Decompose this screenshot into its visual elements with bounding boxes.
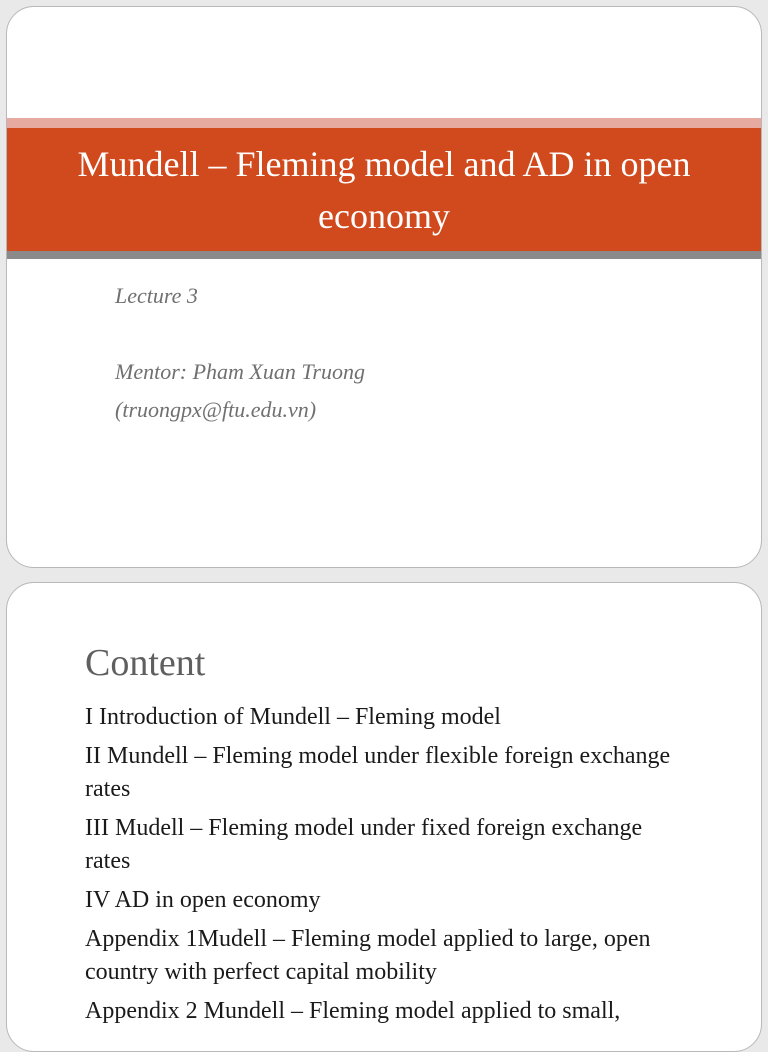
content-heading: Content xyxy=(85,642,206,684)
content-slide xyxy=(6,582,762,1052)
toc-item: Appendix 2 Mundell – Fleming model applied to small, xyxy=(85,998,621,1024)
title-slide xyxy=(6,6,762,568)
mentor-label: Mentor: Pham Xuan Truong xyxy=(115,359,365,384)
toc-item: III Mudell – Fleming model under fixed foreign exchange rates xyxy=(85,815,643,874)
title-band xyxy=(7,128,761,251)
toc-item: Appendix 1Mudell – Fleming model applied to large, open country with perfect capital mobility xyxy=(85,926,651,985)
toc-item: II Mundell – Fleming model under flexible foreign exchange rates xyxy=(85,743,671,802)
subtitle-block xyxy=(115,277,715,429)
toc-item: IV AD in open economy xyxy=(85,887,321,913)
title-accent-top-strip xyxy=(7,118,761,128)
table-of-contents xyxy=(85,701,685,1034)
title-accent-bottom-strip xyxy=(7,251,761,259)
toc-item: I Introduction of Mundell – Fleming model xyxy=(85,704,501,730)
mentor-email: (truongpx@ftu.edu.vn) xyxy=(115,397,317,422)
lecture-label: Lecture 3 xyxy=(115,283,198,308)
subtitle-spacer xyxy=(115,315,715,353)
slide-title: Mundell – Fleming model and AD in open economy xyxy=(77,143,691,236)
